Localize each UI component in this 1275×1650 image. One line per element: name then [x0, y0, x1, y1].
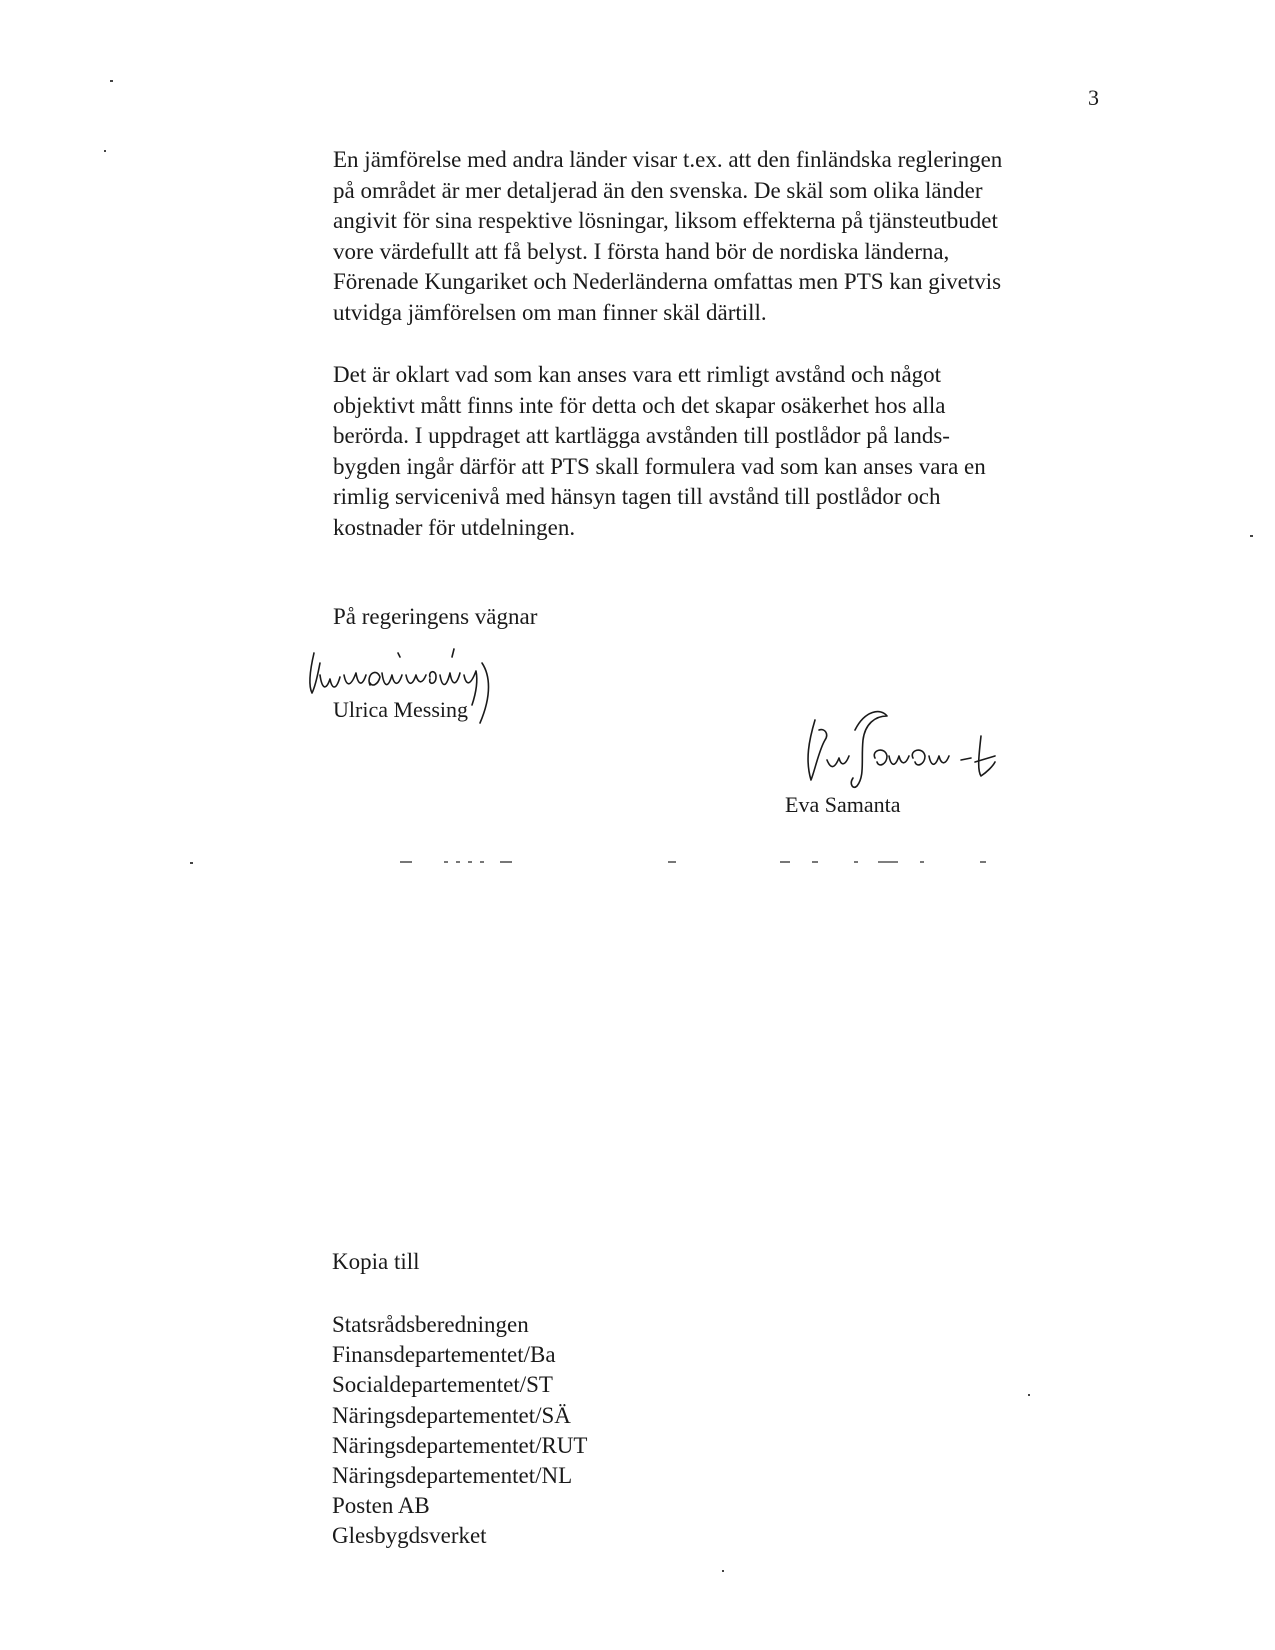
list-item: Näringsdepartementet/SÄ	[332, 1402, 571, 1428]
copy-heading: Kopia till	[332, 1249, 420, 1274]
copy-recipient-list	[332, 1310, 587, 1552]
list-item: Socialdepartementet/ST	[332, 1372, 553, 1398]
text-line: angivit för sina respektive lösningar, liksom effekterna på tjänsteutbudet	[333, 208, 998, 234]
text-line: berörda. I uppdraget att kartlägga avstånden till postlådor på lands-	[333, 423, 950, 449]
body-paragraph-comparison	[333, 145, 1113, 329]
text-line: rimlig servicenivå med hänsyn tagen till avstånd till postlådor och	[333, 484, 941, 510]
list-item: Posten AB	[332, 1493, 430, 1519]
text-line: vore värdefullt att få belyst. I första hand bör de nordiska länderna,	[333, 238, 950, 264]
list-item: Statsrådsberedningen	[332, 1312, 529, 1337]
list-item: Glesbygdsverket	[332, 1523, 487, 1549]
list-item: Näringsdepartementet/RUT	[332, 1432, 588, 1458]
signer-name: Ulrica Messing	[333, 697, 469, 722]
closing-phrase: På regeringens vägnar	[333, 604, 538, 629]
list-item: Finansdepartementet/Ba	[332, 1342, 556, 1368]
page-number: 3	[1088, 85, 1099, 110]
text-line: utvidga jämförelsen om man finner skäl därtill.	[333, 299, 767, 325]
text-line: bygden ingår därför att PTS skall formulera vad som kan anses vara en	[333, 453, 986, 479]
text-line: på området är mer detaljerad än den svenska. De skäl som olika länder	[333, 177, 983, 203]
list-item: Näringsdepartementet/NL	[332, 1463, 573, 1489]
text-line: kostnader för utdelningen.	[333, 514, 576, 540]
text-line: Förenade Kungariket och Nederländerna omfattas men PTS kan givetvis	[333, 269, 1002, 295]
text-line: Det är oklart vad som kan anses vara ett rimligt avstånd och något	[333, 362, 942, 387]
text-line: En jämförelse med andra länder visar t.ex. att den finländska regleringen	[333, 147, 1003, 172]
body-paragraph-distance	[333, 360, 1113, 544]
signature-eva-samanta	[795, 700, 1025, 800]
signer-name: Eva Samanta	[785, 792, 901, 817]
text-line: objektivt mått finns inte för detta och det skapar osäkerhet hos alla	[333, 392, 946, 418]
